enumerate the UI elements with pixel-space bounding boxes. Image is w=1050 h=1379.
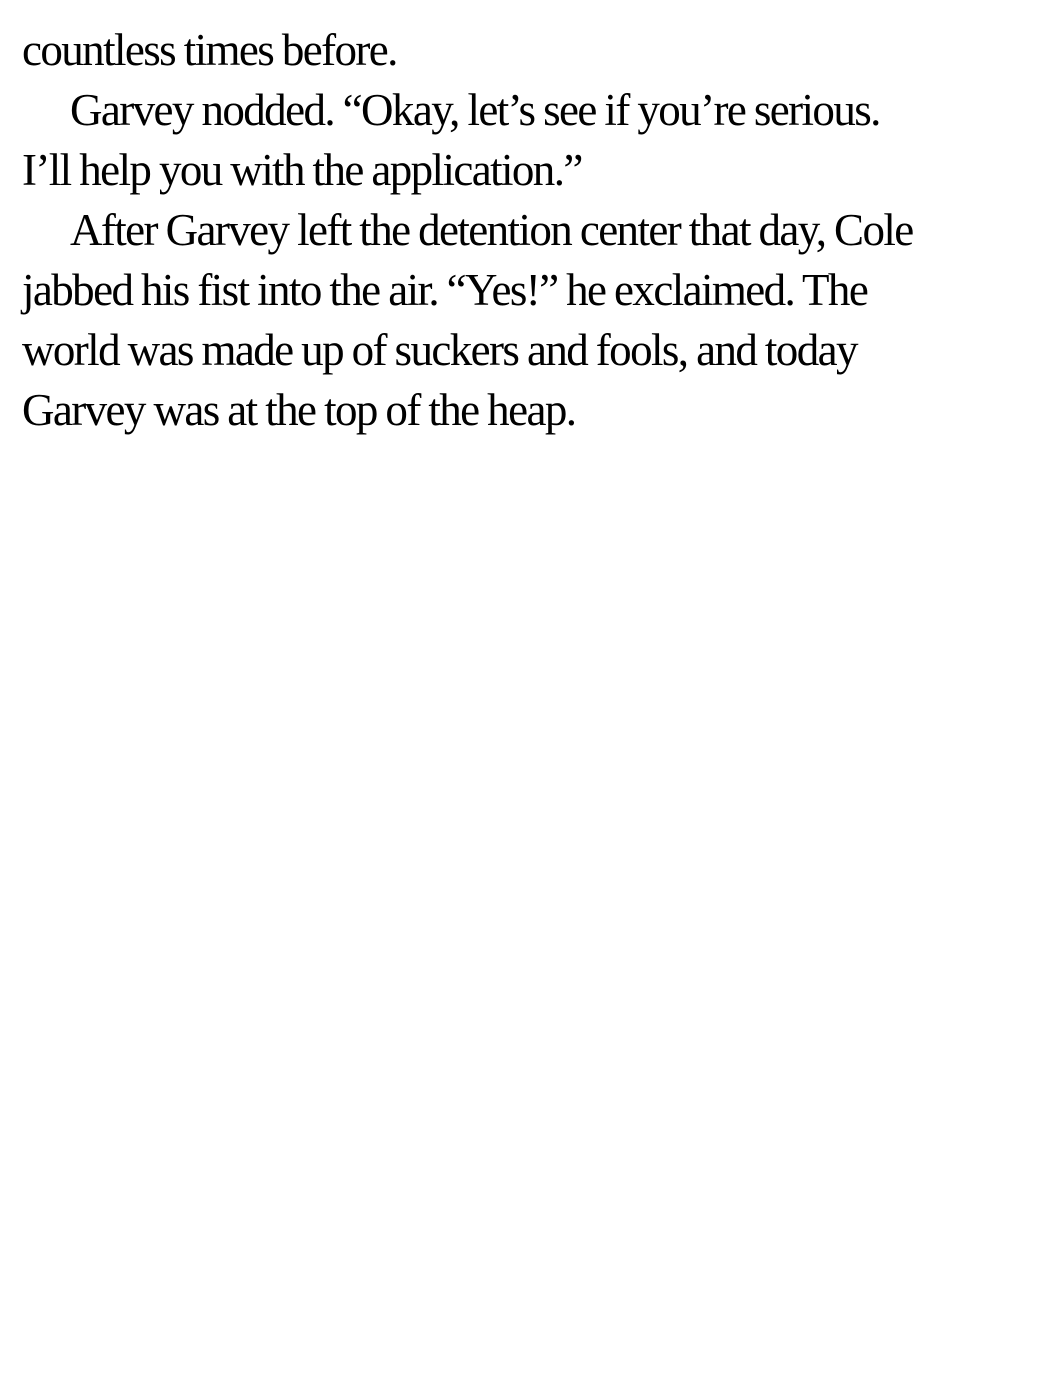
text-line: Garvey was at the top of the heap.	[22, 385, 576, 435]
text-line: jabbed his fist into the air. “Yes!” he exclaimed. The	[22, 265, 868, 315]
text-line: countless times before.	[22, 25, 397, 75]
page-body	[22, 20, 1032, 440]
text-line: I’ll help you with the application.”	[22, 145, 582, 195]
text-line: world was made up of suckers and fools, and today	[22, 325, 857, 375]
paragraph-start-line: Garvey nodded. “Okay, let’s see if you’re serious.	[70, 85, 880, 135]
paragraph-start-line: After Garvey left the detention center that day, Cole	[70, 205, 913, 255]
